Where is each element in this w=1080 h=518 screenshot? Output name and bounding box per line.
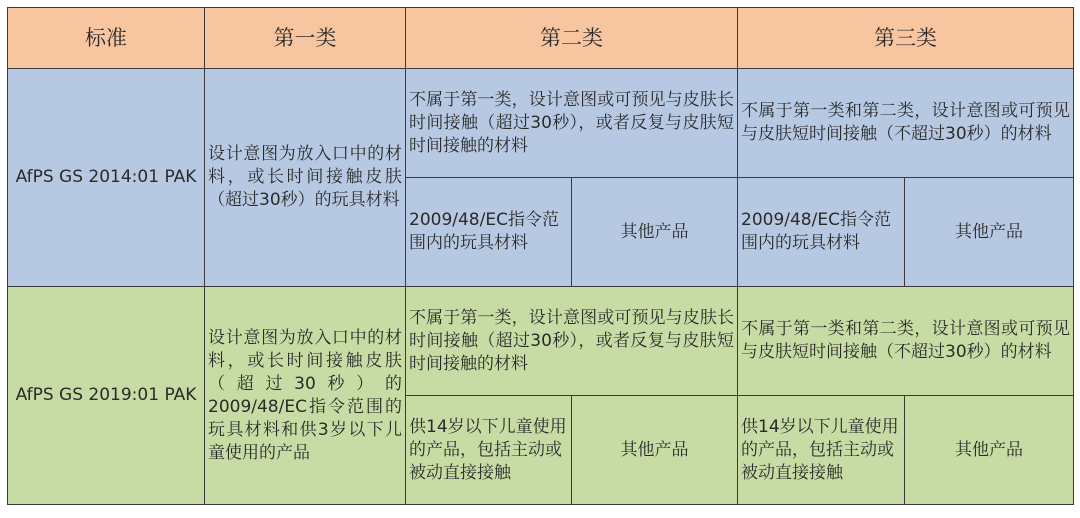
table-row-2014-top (8, 69, 1074, 178)
header-class3: 第三类 (738, 8, 1074, 69)
class2-sub-a: 2009/48/EC指令范围内的玩具材料 (406, 178, 572, 287)
header-standard: 标准 (8, 8, 205, 69)
class3-sub-b: 其他产品 (905, 178, 1074, 287)
class3-sub-a: 供14岁以下儿童使用的产品，包括主动或被动直接接触 (738, 396, 905, 505)
header-class2: 第二类 (406, 8, 738, 69)
table-row-2019-top (8, 287, 1074, 396)
header-class1: 第一类 (205, 8, 406, 69)
class2-sub-b: 其他产品 (572, 396, 738, 505)
class3-sub-b: 其他产品 (905, 396, 1074, 505)
standard-name: AfPS GS 2014:01 PAK (8, 69, 205, 287)
class3-description: 不属于第一类和第二类，设计意图或可预见与皮肤短时间接触（不超过30秒）的材料 (738, 69, 1074, 178)
class2-description: 不属于第一类，设计意图或可预见与皮肤长时间接触（超过30秒），或者反复与皮肤短时间接触的材料 (406, 287, 738, 396)
class2-sub-a: 供14岁以下儿童使用的产品，包括主动或被动直接接触 (406, 396, 572, 505)
class2-sub-b: 其他产品 (572, 178, 738, 287)
standard-name: AfPS GS 2019:01 PAK (8, 287, 205, 505)
class3-description: 不属于第一类和第二类，设计意图或可预见与皮肤短时间接触（不超过30秒）的材料 (738, 287, 1074, 396)
class3-sub-a: 2009/48/EC指令范围内的玩具材料 (738, 178, 905, 287)
header-row (8, 8, 1074, 69)
class1-cell: 设计意图为放入口中的材料，或长时间接触皮肤（超过30秒）的2009/48/EC指令范围的玩具材料和供3岁以下儿童使用的产品 (205, 287, 406, 505)
standards-comparison-table (7, 7, 1074, 505)
class1-cell: 设计意图为放入口中的材料，或长时间接触皮肤（超过30秒）的玩具材料 (205, 69, 406, 287)
class2-description: 不属于第一类，设计意图或可预见与皮肤长时间接触（超过30秒），或者反复与皮肤短时间接触的材料 (406, 69, 738, 178)
